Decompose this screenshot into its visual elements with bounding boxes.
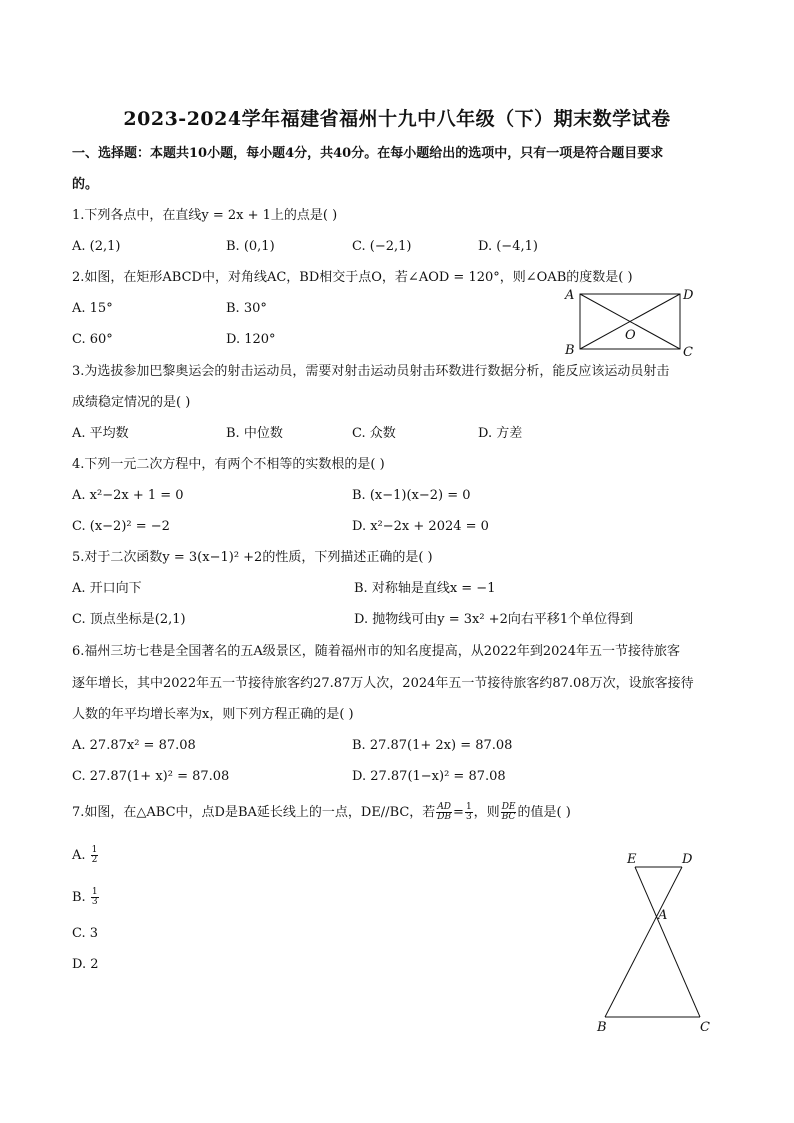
fraction-numerator: 1 <box>465 802 472 812</box>
question-6-stem: 6.福州三坊七巷是全国著名的五A级景区，随着福州市的知名度提高，从2022年到2024年五一节接待旅客 <box>72 644 680 659</box>
fraction-denominator: 3 <box>91 897 98 907</box>
fraction-denominator: DB <box>437 812 452 822</box>
page-title: 2023-2024学年福建省福州十九中八年级（下）期末数学试卷 <box>123 108 671 130</box>
fraction-denominator: BC <box>501 812 516 822</box>
q6-option-d: D. 27.87(1−x)² = 87.08 <box>352 769 506 784</box>
q3-option-b: B. 中位数 <box>226 426 283 441</box>
q7-equals: = <box>453 805 464 820</box>
question-6-stem-cont-1: 逐年增长，其中2022年五一节接待旅客约27.87万人次，2024年五一节接待旅客约87.08万次，设旅客接待 <box>72 676 694 691</box>
question-3-stem: 3.为选拔参加巴黎奥运会的射击运动员，需要对射击运动员射击环数进行数据分析，能反应该运动员射击 <box>72 364 670 379</box>
q5-option-b: B. 对称轴是直线x = −1 <box>354 581 496 596</box>
q5-option-a: A. 开口向下 <box>72 581 142 596</box>
fraction-numerator: 1 <box>91 887 98 897</box>
q3-option-c: C. 众数 <box>352 426 396 441</box>
label-o: O <box>625 328 636 343</box>
fraction-de-bc <box>501 803 517 822</box>
q2-option-a: A. 15° <box>72 301 113 316</box>
q7-option-a <box>72 846 99 865</box>
fraction-one-third <box>465 803 473 822</box>
q2-option-b: B. 30° <box>226 301 267 316</box>
q4-option-b: B. (x−1)(x−2) = 0 <box>352 488 471 503</box>
fraction-numerator: 1 <box>91 845 98 855</box>
q7-stem-prefix: 7.如图，在△ABC中，点D是BA延长线上的一点，DE//BC，若 <box>72 805 436 820</box>
question-6-stem-cont-2: 人数的年平均增长率为x，则下列方程正确的是( ) <box>72 707 354 722</box>
label-d: D <box>682 852 693 867</box>
option-letter: D. <box>72 957 87 972</box>
q1-option-c: C. (−2,1) <box>352 239 412 254</box>
option-fraction <box>91 846 99 865</box>
question-5-stem: 5.对于二次函数y = 3(x−1)² +2的性质，下列描述正确的是( ) <box>72 550 433 565</box>
q7-option-b <box>72 888 100 907</box>
fraction-denominator: 2 <box>91 855 98 865</box>
option-letter: B. <box>72 890 86 905</box>
q4-option-d: D. x²−2x + 2024 = 0 <box>352 519 489 534</box>
option-letter: A. <box>72 848 86 863</box>
section-header: 一、选择题：本题共10小题，每小题4分，共40分。在每小题给出的选项中，只有一项是符合题目要求 <box>72 146 664 161</box>
question-1-stem: 1.下列各点中，在直线y = 2x + 1上的点是( ) <box>72 208 338 223</box>
fraction-numerator: DE <box>501 802 516 812</box>
q2-option-c: C. 60° <box>72 332 113 347</box>
label-b: B <box>565 343 575 358</box>
label-c: C <box>683 345 693 360</box>
q6-option-b: B. 27.87(1+ 2x) = 87.08 <box>352 738 513 753</box>
question-7-stem <box>72 803 571 822</box>
q3-option-d: D. 方差 <box>478 426 523 441</box>
q5-option-d: D. 抛物线可由y = 3x² +2向右平移1个单位得到 <box>354 612 634 627</box>
segment-ec <box>635 867 700 1017</box>
option-letter: C. <box>72 926 86 941</box>
q4-option-c: C. (x−2)² = −2 <box>72 519 170 534</box>
q6-option-a: A. 27.87x² = 87.08 <box>72 738 196 753</box>
fraction-numerator: AD <box>437 802 452 812</box>
q3-option-a: A. 平均数 <box>72 426 129 441</box>
rectangle-figure <box>560 282 700 362</box>
label-a: A <box>658 908 668 923</box>
q1-option-d: D. (−4,1) <box>478 239 538 254</box>
question-3-stem-cont: 成绩稳定情况的是( ) <box>72 395 191 410</box>
q7-option-c <box>72 925 98 943</box>
q7-stem-mid: ，则 <box>473 805 500 820</box>
q7-stem-suffix: 的值是( ) <box>517 805 571 820</box>
q1-option-b: B. (0,1) <box>226 239 275 254</box>
q2-option-d: D. 120° <box>226 332 276 347</box>
label-c: C <box>700 1020 710 1035</box>
option-fraction <box>91 888 99 907</box>
segment-db <box>605 867 682 1017</box>
fraction-ad-db <box>436 803 452 822</box>
q1-option-a: A. (2,1) <box>72 239 121 254</box>
q5-option-c: C. 顶点坐标是(2,1) <box>72 612 186 627</box>
q4-option-a: A. x²−2x + 1 = 0 <box>72 488 184 503</box>
label-b: B <box>597 1020 607 1035</box>
triangle-figure <box>590 845 730 1040</box>
question-2-stem: 2.如图，在矩形ABCD中，对角线AC，BD相交于点O，若∠AOD = 120°，则∠OAB的度数是( ) <box>72 270 633 285</box>
q6-option-c: C. 27.87(1+ x)² = 87.08 <box>72 769 230 784</box>
option-text: 3 <box>89 926 99 941</box>
label-d: D <box>683 288 694 303</box>
question-4-stem: 4.下列一元二次方程中，有两个不相等的实数根的是( ) <box>72 457 385 472</box>
option-text: 2 <box>90 957 99 972</box>
fraction-denominator: 3 <box>465 812 472 822</box>
section-header-cont: 的。 <box>72 177 99 192</box>
q7-option-d <box>72 956 99 974</box>
label-a: A <box>565 288 575 303</box>
label-e: E <box>627 852 637 867</box>
